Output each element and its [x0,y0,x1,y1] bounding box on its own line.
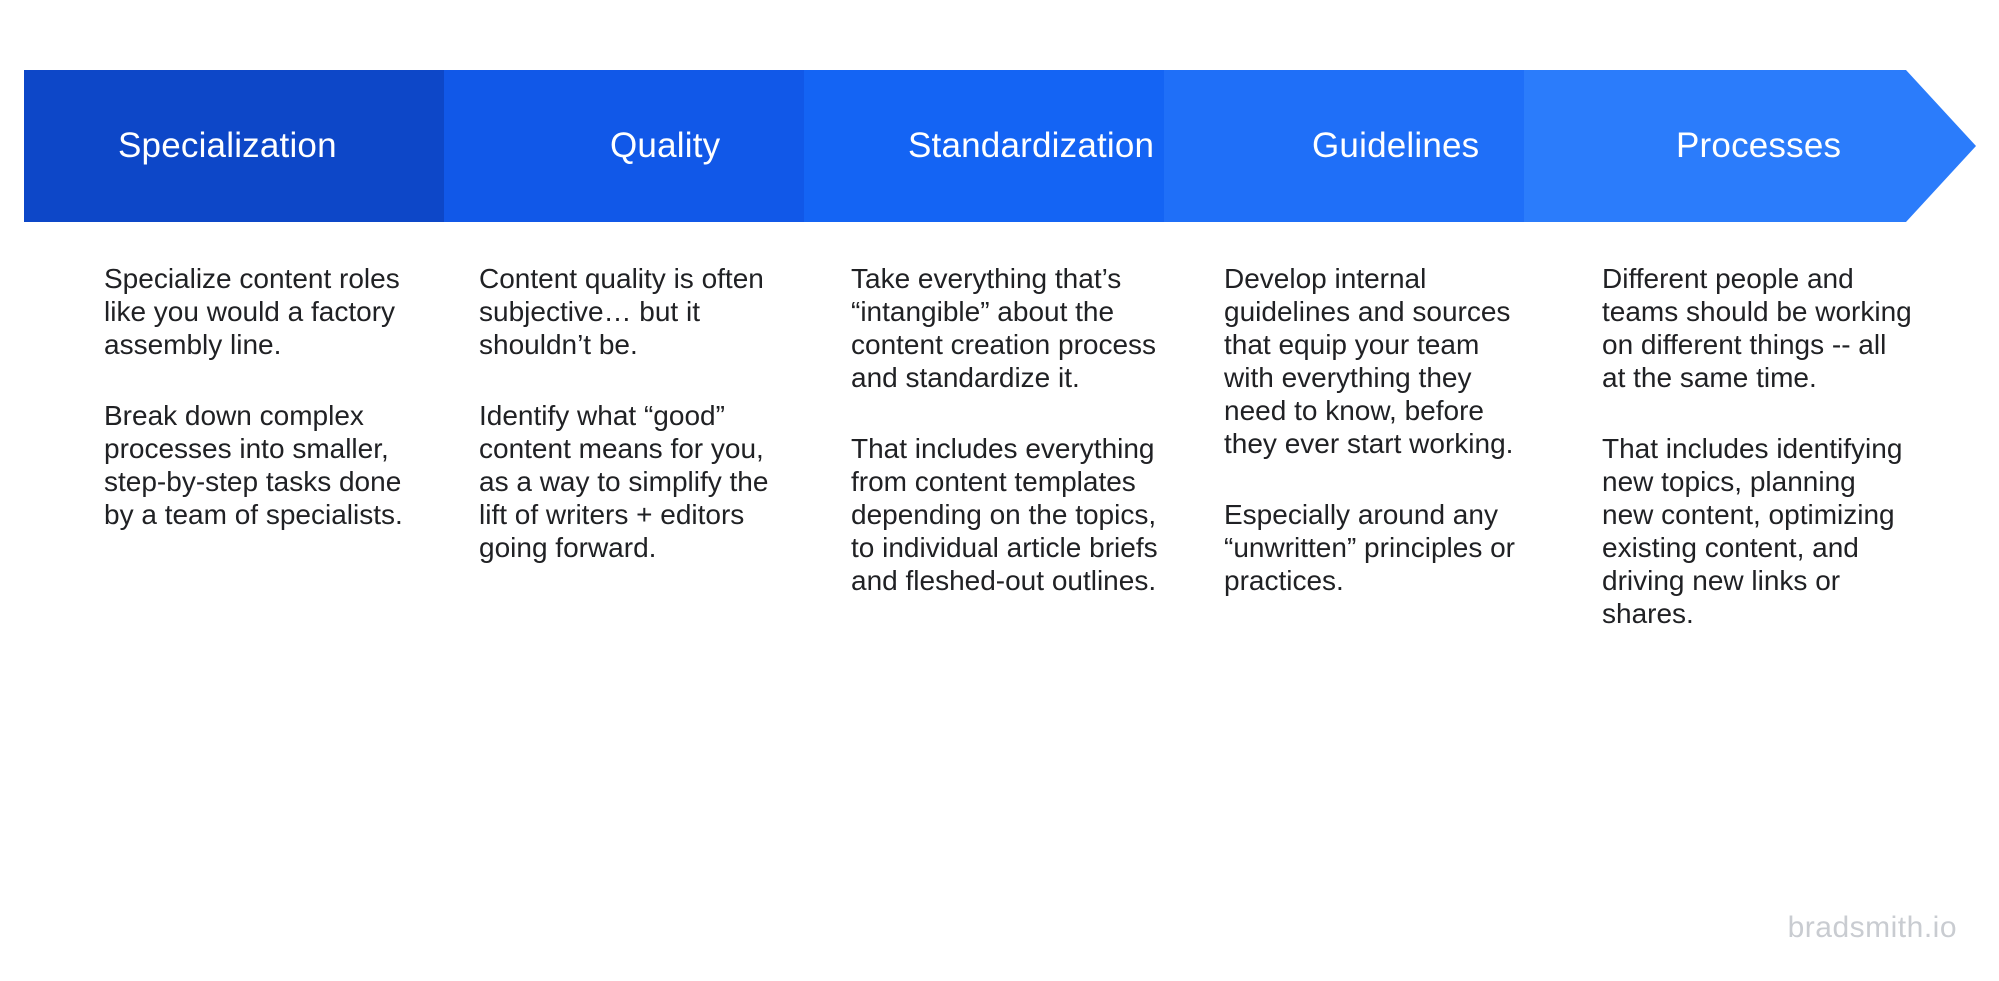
stage-column-4 [1224,262,1534,597]
chevron-label-2: Quality [610,126,721,165]
stage-column-3 [851,262,1161,597]
chevron-band [24,70,1976,222]
stage-5-paragraph-2: That includes identifying new topics, planning new content, optimizing existing content, and driving new links or shares. [1602,433,1903,630]
chevron-label-1: Specialization [118,126,337,165]
stage-column-2 [479,262,789,564]
chevron-label-3: Standardization [908,126,1155,165]
stage-5-paragraph-1: Different people and teams should be working on different things -- all at the same time. [1602,263,1912,394]
stage-3-paragraph-1: Take everything that’s “intangible” about the content creation process and standardize it. [851,263,1157,394]
stage-description-columns [24,262,1976,902]
stage-2-paragraph-1: Content quality is often subjective… but it shouldn’t be. [479,263,764,361]
stage-4-paragraph-2: Especially around any “unwritten” principles or practices. [1224,499,1515,597]
stage-4-paragraph-1: Develop internal guidelines and sources that equip your team with everything they need to know, before they ever start working. [1224,263,1514,460]
watermark: bradsmith.io [1787,911,1957,944]
stage-1-paragraph-2: Break down complex processes into smaller, step-by-step tasks done by a team of specialists. [104,400,403,531]
stage-2-paragraph-2: Identify what “good” content means for you, as a way to simplify the lift of writers + editors going forward. [479,400,769,564]
stage-1-paragraph-1: Specialize content roles like you would a factory assembly line. [104,263,400,361]
stage-3-paragraph-2: That includes everything from content templates depending on the topics, to individual article briefs and fleshed-out outlines. [851,433,1158,597]
stage-column-5 [1602,262,1912,630]
chevron-stage-5[interactable] [1524,70,1976,222]
chevron-label-5: Processes [1676,126,1842,165]
stage-column-1 [104,262,414,531]
chevron-stage-1[interactable] [24,70,514,222]
chevron-label-4: Guidelines [1312,126,1480,165]
